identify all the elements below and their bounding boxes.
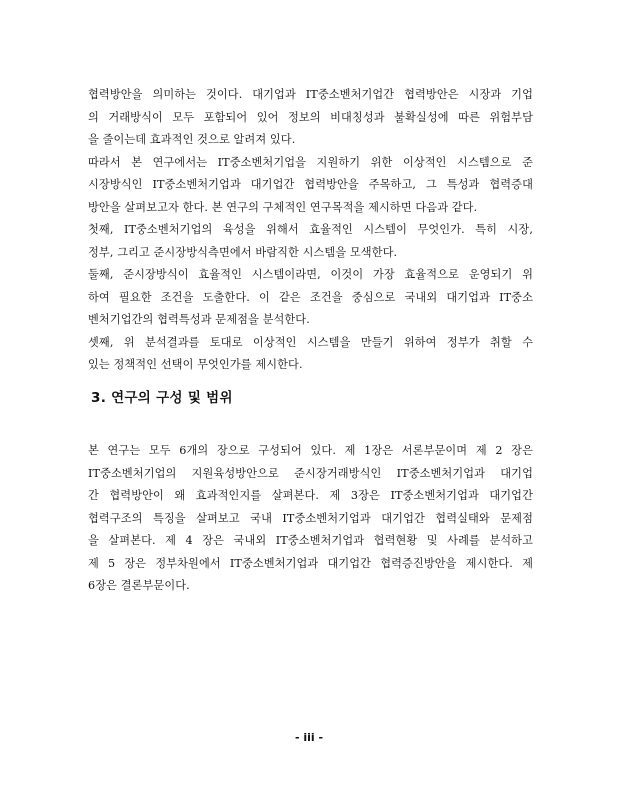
page-number: - iii - bbox=[294, 731, 324, 744]
intro-paragraphs bbox=[88, 84, 533, 377]
text-line: 첫째, IT중소벤처기업의 육성을 위해서 효율적인 시스템이 무엇인가. 특히 시장, bbox=[88, 223, 533, 236]
text-line: 방안을 살펴보고자 한다. 본 연구의 구체적인 연구목적을 제시하면 다음과 같다. bbox=[88, 200, 478, 214]
text-line: 본 연구는 모두 6개의 장으로 구성되어 있다. 제 1장은 서론부문이며 제 2 장은 bbox=[88, 444, 533, 457]
text-line: 을 줄이는데 효과적인 것으로 알려져 있다. bbox=[88, 133, 296, 146]
text-line: 제 5 장은 정부차원에서 IT중소벤처기업과 대기업간 협력증진방안을 제시한다. 제 bbox=[88, 556, 533, 570]
text-line: 을 살펴본다. 제 4 장은 국내외 IT중소벤처기업과 협력현황 및 사례를 분석하고 bbox=[88, 534, 533, 547]
text-line: 있는 정책적인 선택이 무엇인가를 제시한다. bbox=[88, 358, 303, 371]
text-line: 따라서 본 연구에서는 IT중소벤처기업을 지원하기 위한 이상적인 시스템으로 준 bbox=[88, 155, 533, 169]
text-line: 벤처기업간의 협력특성과 문제점을 분석한다. bbox=[88, 313, 310, 326]
text-line: 하여 필요한 조건을 도출한다. 이 같은 조건을 중심으로 국내외 대기업과 IT중소 bbox=[88, 290, 533, 304]
text-line: 셋째, 위 분석결과를 토대로 이상적인 시스템을 만들기 위하여 정부가 취할 수 bbox=[88, 335, 533, 349]
text-line: 간 협력방안이 왜 효과적인지를 살펴본다. 제 3장은 IT중소벤처기업과 대기업간 bbox=[88, 489, 533, 502]
text-line: 협력구조의 특징을 살펴보고 국내 IT중소벤처기업과 대기업간 협력실태와 문제점 bbox=[88, 511, 533, 525]
text-line: 둘째, 준시장방식이 효율적인 시스템이라면, 이것이 가장 효율적으로 운영되기 위 bbox=[88, 268, 533, 281]
text-line: 6장은 결론부문이다. bbox=[88, 579, 190, 592]
text-line: IT중소벤처기업의 지원육성방안으로 준시장거래방식인 IT중소벤처기업과 대기업 bbox=[88, 466, 533, 480]
structure-paragraph bbox=[88, 440, 533, 598]
text-line: 정부, 그리고 준시장방식측면에서 바람직한 시스템을 모색한다. bbox=[88, 245, 398, 259]
section-heading: 3. 연구의 구성 및 범위 bbox=[91, 390, 233, 406]
text-line: 시장방식인 IT중소벤처기업과 대기업간 협력방안을 주목하고, 그 특성과 협력증대 bbox=[88, 178, 533, 191]
text-line: 협력방안을 의미하는 것이다. 대기업과 IT중소벤처기업간 협력방안은 시장과 기업 bbox=[88, 88, 533, 101]
text-line: 의 거래방식이 모두 포함되어 있어 정보의 비대칭성과 불확실성에 따른 위험부담 bbox=[88, 110, 533, 124]
